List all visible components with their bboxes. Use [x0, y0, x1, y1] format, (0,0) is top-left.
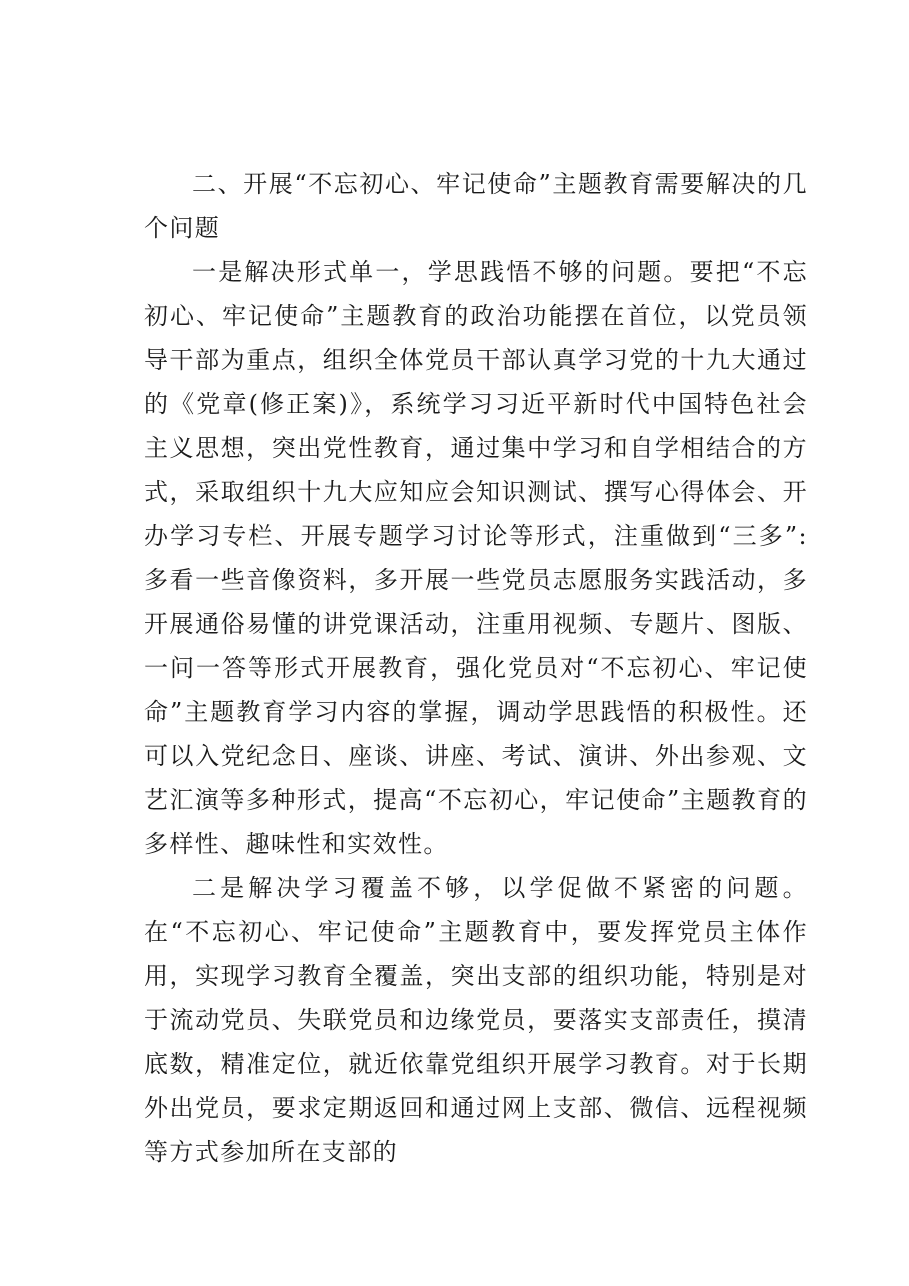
paragraph-1: 一是解决形式单一，学思践悟不够的问题。要把“不忘初心、牢记使命”主题教育的政治功能摆在首位，以党员领导干部为重点，组织全体党员干部认真学习党的十九大通过的《党章(修正案)》，系统学习习近平新时代中国特色社会主义思想，突出党性教育，通过集中学习和自学相结合的方式，采取组织十九大应知应会知识测试、撰写心得体会、开办学习专栏、开展专题学习讨论等形式，注重做到“三多”:多看一些音像资料，多开展一些党员志愿服务实践活动，多开展通俗易懂的讲党课活动，注重用视频、专题片、图版、一问一答等形式开展教育，强化党员对“不忘初心、牢记使命”主题教育学习内容的掌握，调动学思践悟的积极性。还可以入党纪念日、座谈、讲座、考试、演讲、外出参观、文艺汇演等多种形式，提高“不忘初心，牢记使命”主题教育的多样性、趣味性和实效性。 [144, 258, 808, 858]
document-body [144, 162, 808, 1174]
paragraph-2: 二是解决学习覆盖不够，以学促做不紧密的问题。在“不忘初心、牢记使命”主题教育中，要发挥党员主体作用，实现学习教育全覆盖，突出支部的组织功能，特别是对于流动党员、失联党员和边缘党员，要落实支部责任，摸清底数，精准定位，就近依靠党组织开展学习教育。对于长期外出党员，要求定期返回和通过网上支部、微信、远程视频等方式参加所在支部的 [144, 874, 808, 1166]
section-heading: 二、开展“不忘初心、牢记使命”主题教育需要解决的几个问题 [144, 170, 808, 242]
